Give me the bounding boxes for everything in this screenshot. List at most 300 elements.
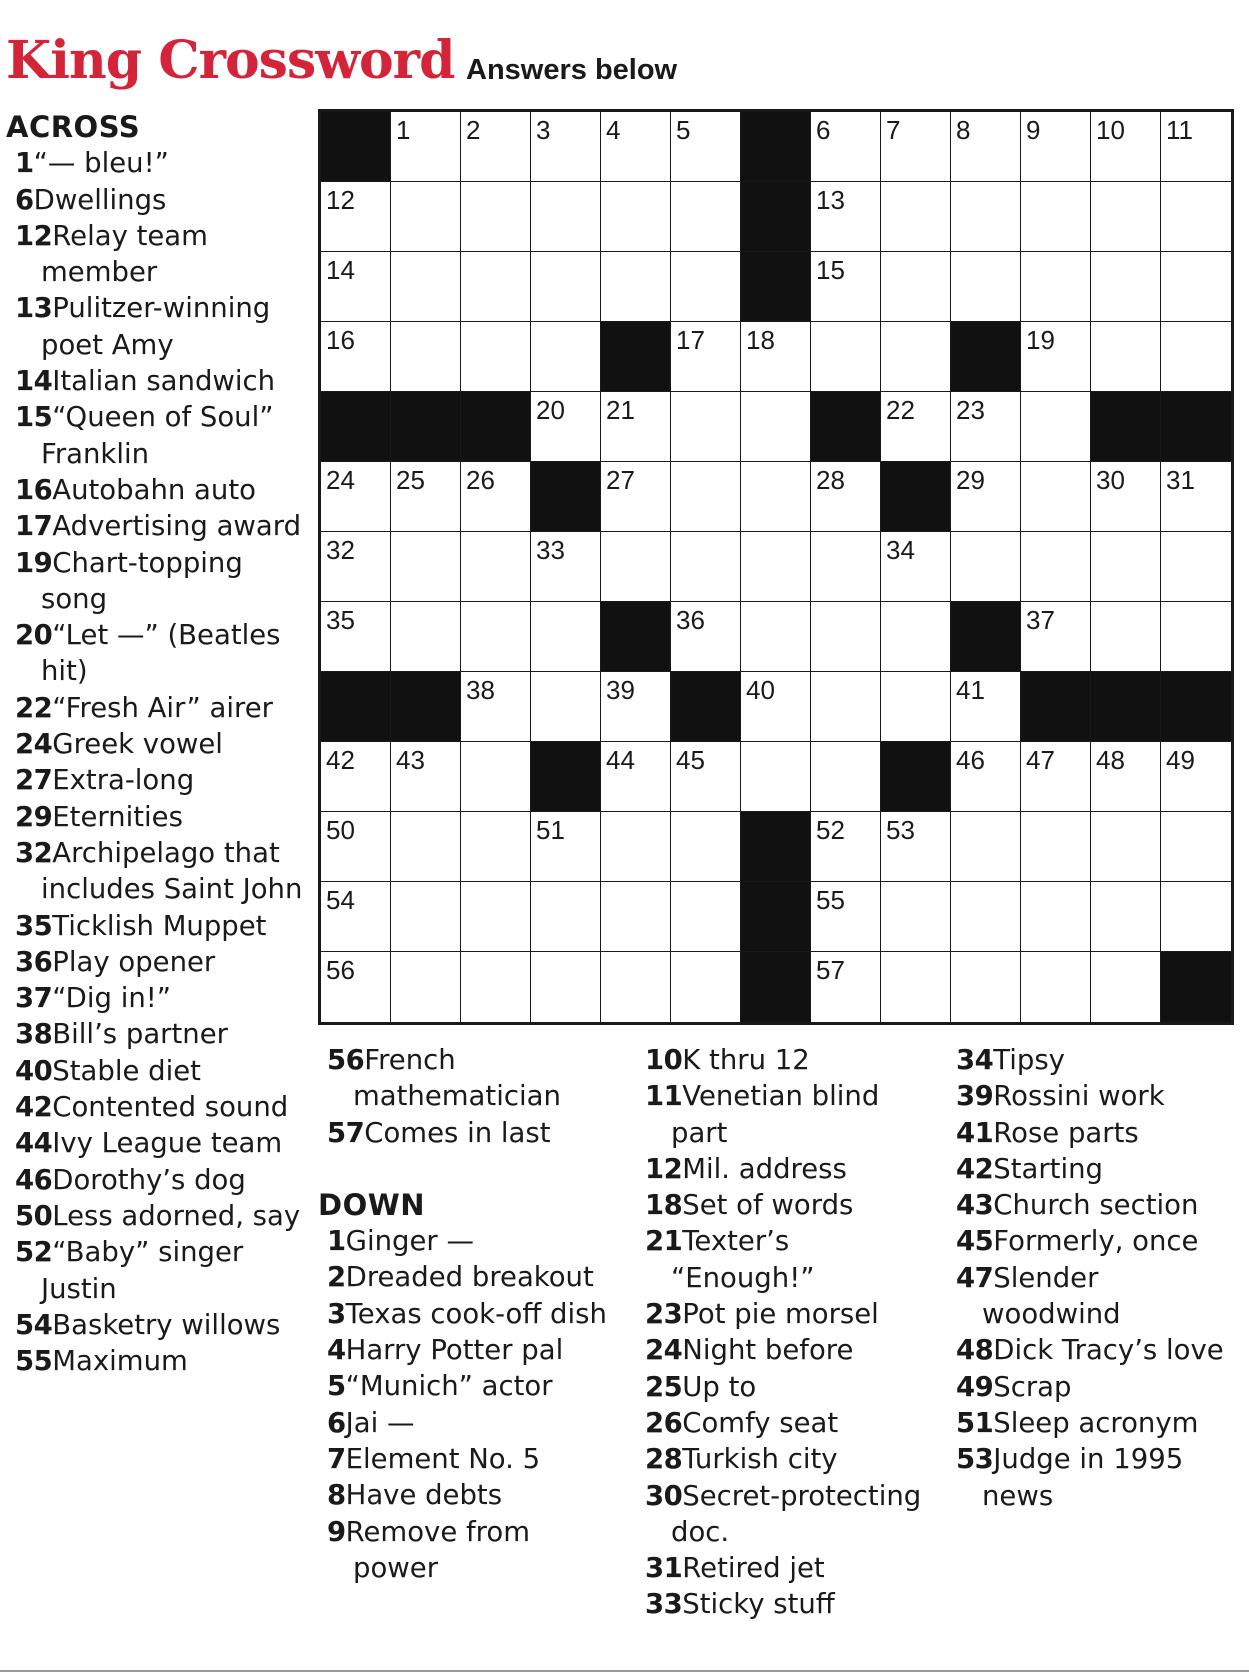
- grid-number: 50: [326, 815, 355, 845]
- clue-item: [6, 1089, 306, 1125]
- grid-number: 42: [326, 745, 355, 775]
- grid-number: 16: [326, 325, 355, 355]
- grid-square[interactable]: [1161, 532, 1231, 602]
- grid-square[interactable]: [1091, 182, 1161, 252]
- grid-square[interactable]: [391, 742, 461, 812]
- grid-square[interactable]: [1021, 532, 1091, 602]
- clue-text: “Dig in!”: [52, 982, 172, 1015]
- grid-square[interactable]: [951, 182, 1021, 252]
- clue-text: Secret-protecting doc.: [671, 1479, 922, 1548]
- grid-square[interactable]: [1091, 252, 1161, 322]
- grid-square[interactable]: [1161, 322, 1231, 392]
- grid-square[interactable]: [321, 462, 391, 532]
- grid-square[interactable]: [1091, 602, 1161, 672]
- clue-text: “Fresh Air” airer: [52, 691, 273, 724]
- clue-number: 12: [645, 1152, 683, 1185]
- grid-square[interactable]: [461, 112, 531, 182]
- clue-number: 55: [15, 1345, 53, 1378]
- clue-item: [636, 1332, 926, 1368]
- grid-square[interactable]: [321, 602, 391, 672]
- clue-item: [6, 1343, 306, 1379]
- grid-square[interactable]: [671, 112, 741, 182]
- grid-square[interactable]: [531, 672, 601, 742]
- grid-square[interactable]: [811, 952, 881, 1022]
- grid-square[interactable]: [601, 882, 671, 952]
- grid-square[interactable]: [671, 952, 741, 1022]
- grid-square[interactable]: [1091, 812, 1161, 882]
- clue-text: Up to: [682, 1370, 757, 1403]
- grid-number: 54: [326, 885, 355, 915]
- grid-square[interactable]: [671, 812, 741, 882]
- grid-square[interactable]: [741, 462, 811, 532]
- grid-square[interactable]: [321, 812, 391, 882]
- grid-square[interactable]: [951, 252, 1021, 322]
- grid-number: 43: [396, 745, 425, 775]
- clue-item: [6, 508, 306, 544]
- clue-number: 48: [956, 1334, 994, 1367]
- clue-text: Mil. address: [682, 1152, 847, 1185]
- grid-number: 34: [886, 535, 915, 565]
- grid-square[interactable]: [461, 462, 531, 532]
- grid-square[interactable]: [321, 182, 391, 252]
- grid-square[interactable]: [1091, 952, 1161, 1022]
- grid-number: 27: [606, 465, 635, 495]
- clue-number: 9: [327, 1515, 346, 1548]
- clue-item: [6, 1307, 306, 1343]
- clue-number: 50: [15, 1199, 53, 1232]
- grid-number: 23: [956, 395, 985, 425]
- grid-square[interactable]: [881, 602, 951, 672]
- grid-square[interactable]: [1021, 182, 1091, 252]
- grid-square[interactable]: [1021, 322, 1091, 392]
- grid-square[interactable]: [811, 812, 881, 882]
- grid-number: 30: [1096, 465, 1125, 495]
- clue-text: Sleep acronym: [993, 1406, 1199, 1439]
- clue-number: 51: [956, 1406, 994, 1439]
- clue-text: Texas cook-off dish: [345, 1297, 607, 1330]
- clue-text: Greek vowel: [52, 728, 223, 761]
- grid-square[interactable]: [671, 602, 741, 672]
- grid-square[interactable]: [321, 742, 391, 812]
- grid-square[interactable]: [951, 672, 1021, 742]
- grid-block: [391, 392, 461, 462]
- clue-item: [947, 1115, 1227, 1151]
- grid-square[interactable]: [321, 952, 391, 1022]
- grid-block: [1161, 952, 1231, 1022]
- grid-square[interactable]: [671, 882, 741, 952]
- clue-number: 41: [956, 1116, 994, 1149]
- grid-square[interactable]: [811, 742, 881, 812]
- clue-text: Relay team member: [41, 219, 208, 289]
- grid-square[interactable]: [811, 672, 881, 742]
- grid-square[interactable]: [1091, 322, 1161, 392]
- clue-text: Pot pie morsel: [682, 1298, 879, 1331]
- grid-square[interactable]: [1021, 882, 1091, 952]
- clue-text: Less adorned, say: [52, 1199, 301, 1232]
- grid-square[interactable]: [601, 112, 671, 182]
- grid-block: [1091, 672, 1161, 742]
- grid-square[interactable]: [391, 952, 461, 1022]
- clue-number: 29: [15, 800, 53, 833]
- clue-item: [636, 1478, 926, 1551]
- grid-number: 22: [886, 395, 915, 425]
- grid-square[interactable]: [811, 252, 881, 322]
- grid-number: 15: [816, 255, 845, 285]
- clue-text: Retired jet: [682, 1552, 825, 1585]
- grid-square[interactable]: [1021, 742, 1091, 812]
- grid-square[interactable]: [1021, 812, 1091, 882]
- clue-text: Remove from power: [345, 1515, 530, 1584]
- clue-number: 2: [327, 1261, 346, 1294]
- clue-item: [636, 1369, 926, 1405]
- grid-square[interactable]: [881, 532, 951, 602]
- clue-text: “Munich” actor: [345, 1370, 553, 1403]
- clue-text: K thru 12: [682, 1044, 810, 1076]
- clue-item: [6, 1234, 306, 1307]
- clue-item: [947, 1260, 1227, 1333]
- grid-square[interactable]: [671, 532, 741, 602]
- clue-text: Eternities: [52, 800, 183, 833]
- clue-item: [947, 1078, 1227, 1114]
- grid-square[interactable]: [391, 602, 461, 672]
- grid-square[interactable]: [461, 812, 531, 882]
- grid-square[interactable]: [461, 252, 531, 322]
- clue-number: 15: [15, 401, 53, 434]
- clue-item: [6, 835, 306, 908]
- grid-square[interactable]: [461, 742, 531, 812]
- grid-square[interactable]: [391, 532, 461, 602]
- clue-item: [947, 1223, 1227, 1259]
- grid-number: 46: [956, 745, 985, 775]
- clue-item: [6, 218, 306, 291]
- grid-square[interactable]: [881, 182, 951, 252]
- grid-square[interactable]: [1091, 112, 1161, 182]
- grid-square[interactable]: [1021, 602, 1091, 672]
- clue-number: 47: [956, 1261, 994, 1294]
- grid-square[interactable]: [601, 672, 671, 742]
- grid-number: 14: [326, 255, 355, 285]
- grid-number: 45: [676, 745, 705, 775]
- grid-square[interactable]: [1161, 882, 1231, 952]
- clue-item: [6, 182, 306, 218]
- grid-block: [671, 672, 741, 742]
- grid-square[interactable]: [881, 252, 951, 322]
- grid-number: 25: [396, 465, 425, 495]
- grid-square[interactable]: [461, 952, 531, 1022]
- clue-number: 23: [645, 1298, 683, 1331]
- grid-square[interactable]: [741, 602, 811, 672]
- clue-number: 44: [15, 1127, 53, 1160]
- grid-block: [321, 112, 391, 182]
- clue-item: [947, 1369, 1227, 1405]
- grid-square[interactable]: [881, 812, 951, 882]
- clue-text: Comes in last: [364, 1116, 551, 1149]
- grid-square[interactable]: [881, 322, 951, 392]
- grid-square[interactable]: [321, 532, 391, 602]
- grid-square[interactable]: [951, 112, 1021, 182]
- grid-number: 40: [746, 675, 775, 705]
- clue-text: Church section: [993, 1189, 1199, 1222]
- clue-number: 25: [645, 1370, 683, 1403]
- grid-number: 39: [606, 675, 635, 705]
- grid-square[interactable]: [531, 252, 601, 322]
- clues-column-2: [318, 1042, 618, 1586]
- grid-square[interactable]: [1161, 812, 1231, 882]
- grid-square[interactable]: [321, 322, 391, 392]
- clue-text: Ticklish Muppet: [52, 909, 267, 942]
- grid-square[interactable]: [601, 532, 671, 602]
- grid-square[interactable]: [951, 392, 1021, 462]
- grid-square[interactable]: [1091, 532, 1161, 602]
- clue-item: [6, 799, 306, 835]
- clue-item: [318, 1332, 618, 1368]
- grid-square[interactable]: [951, 532, 1021, 602]
- clue-number: 28: [645, 1443, 683, 1476]
- grid-number: 55: [816, 885, 845, 915]
- clue-text: Have debts: [345, 1479, 503, 1512]
- grid-square[interactable]: [671, 462, 741, 532]
- grid-number: 20: [536, 395, 565, 425]
- clue-item: [318, 1405, 618, 1441]
- grid-block: [881, 462, 951, 532]
- clue-item: [6, 399, 306, 472]
- clue-item: [947, 1187, 1227, 1223]
- grid-block: [321, 392, 391, 462]
- grid-square[interactable]: [671, 392, 741, 462]
- grid-square[interactable]: [881, 952, 951, 1022]
- grid-square[interactable]: [1021, 392, 1091, 462]
- clue-number: 1: [15, 147, 34, 180]
- clue-number: 46: [15, 1163, 53, 1196]
- grid-square[interactable]: [461, 532, 531, 602]
- grid-square[interactable]: [601, 952, 671, 1022]
- grid-block: [461, 392, 531, 462]
- grid-square[interactable]: [811, 462, 881, 532]
- grid-square[interactable]: [811, 532, 881, 602]
- grid-block: [1091, 392, 1161, 462]
- grid-square[interactable]: [811, 112, 881, 182]
- grid-square[interactable]: [1161, 112, 1231, 182]
- clue-number: 10: [645, 1044, 683, 1076]
- grid-square[interactable]: [531, 182, 601, 252]
- grid-square[interactable]: [1161, 182, 1231, 252]
- down-clues-column-4: [947, 1042, 1227, 1514]
- grid-square[interactable]: [461, 602, 531, 672]
- grid-square[interactable]: [391, 252, 461, 322]
- grid-square[interactable]: [601, 252, 671, 322]
- grid-square[interactable]: [951, 462, 1021, 532]
- clue-item: [318, 1368, 618, 1404]
- grid-square[interactable]: [1091, 462, 1161, 532]
- grid-square[interactable]: [671, 182, 741, 252]
- clue-text: Scrap: [993, 1370, 1072, 1403]
- grid-number: 3: [536, 115, 551, 145]
- grid-square[interactable]: [1161, 602, 1231, 672]
- clue-text: Comfy seat: [682, 1406, 839, 1439]
- grid-number: 29: [956, 465, 985, 495]
- clue-text: Play opener: [52, 945, 216, 978]
- grid-number: 2: [466, 115, 481, 145]
- clue-text: Turkish city: [682, 1443, 838, 1476]
- clue-number: 17: [15, 510, 53, 543]
- grid-block: [811, 392, 881, 462]
- grid-block: [881, 742, 951, 812]
- grid-square[interactable]: [671, 322, 741, 392]
- grid-square[interactable]: [391, 322, 461, 392]
- clue-number: 22: [15, 691, 53, 724]
- grid-square[interactable]: [1161, 462, 1231, 532]
- clue-number: 57: [327, 1116, 365, 1149]
- grid-number: 48: [1096, 745, 1125, 775]
- clue-number: 49: [956, 1370, 994, 1403]
- clue-item: [636, 1296, 926, 1332]
- clue-text: Dreaded breakout: [345, 1261, 594, 1294]
- clue-item: [636, 1405, 926, 1441]
- grid-square[interactable]: [881, 112, 951, 182]
- grid-number: 21: [606, 395, 635, 425]
- grid-square[interactable]: [531, 602, 601, 672]
- clue-number: 54: [15, 1308, 53, 1341]
- grid-number: 24: [326, 465, 355, 495]
- grid-square[interactable]: [811, 322, 881, 392]
- clue-text: Maximum: [52, 1345, 188, 1378]
- grid-square[interactable]: [1161, 742, 1231, 812]
- clue-item: [947, 1332, 1227, 1368]
- grid-square[interactable]: [1021, 112, 1091, 182]
- clue-item: [6, 762, 306, 798]
- clue-number: 27: [15, 764, 53, 797]
- clue-text: Rose parts: [993, 1116, 1139, 1149]
- grid-number: 28: [816, 465, 845, 495]
- grid-square[interactable]: [1091, 742, 1161, 812]
- grid-square[interactable]: [531, 812, 601, 882]
- grid-square[interactable]: [601, 462, 671, 532]
- grid-square[interactable]: [741, 532, 811, 602]
- clue-text: Jai —: [345, 1406, 415, 1439]
- grid-square[interactable]: [1091, 882, 1161, 952]
- grid-block: [601, 602, 671, 672]
- grid-square[interactable]: [321, 882, 391, 952]
- clue-number: 12: [15, 219, 53, 252]
- clue-item: [636, 1223, 926, 1296]
- clue-item: [6, 363, 306, 399]
- clue-text: French mathematician: [353, 1044, 561, 1113]
- grid-square[interactable]: [601, 812, 671, 882]
- grid-square[interactable]: [881, 882, 951, 952]
- clue-number: 8: [327, 1479, 346, 1512]
- grid-square[interactable]: [391, 882, 461, 952]
- clue-text: Starting: [993, 1152, 1103, 1185]
- grid-square[interactable]: [601, 182, 671, 252]
- clue-number: 45: [956, 1225, 994, 1258]
- down-heading: DOWN: [318, 1187, 425, 1222]
- grid-number: 5: [676, 115, 691, 145]
- grid-number: 57: [816, 955, 845, 985]
- clue-text: Ginger —: [345, 1225, 474, 1258]
- clue-text: “Queen of Soul” Franklin: [41, 401, 274, 470]
- grid-square[interactable]: [461, 182, 531, 252]
- grid-square[interactable]: [951, 742, 1021, 812]
- grid-square[interactable]: [1161, 252, 1231, 322]
- grid-number: 4: [606, 115, 621, 145]
- grid-square[interactable]: [951, 812, 1021, 882]
- grid-square[interactable]: [951, 952, 1021, 1022]
- grid-square[interactable]: [321, 252, 391, 322]
- grid-square[interactable]: [811, 602, 881, 672]
- clue-item: [947, 1042, 1227, 1078]
- grid-block: [1021, 672, 1091, 742]
- grid-square[interactable]: [391, 112, 461, 182]
- clue-item: [6, 145, 306, 181]
- grid-block: [741, 112, 811, 182]
- grid-number: 56: [326, 955, 355, 985]
- grid-number: 38: [466, 675, 495, 705]
- grid-square[interactable]: [531, 322, 601, 392]
- grid-square[interactable]: [601, 392, 671, 462]
- clue-number: 26: [645, 1406, 683, 1439]
- grid-block: [951, 322, 1021, 392]
- clue-text: Italian sandwich: [52, 365, 276, 398]
- grid-square[interactable]: [601, 742, 671, 812]
- clue-item: [6, 290, 306, 363]
- clue-item: [6, 1053, 306, 1089]
- clue-text: Slender woodwind: [982, 1261, 1121, 1331]
- grid-square[interactable]: [531, 532, 601, 602]
- grid-square[interactable]: [531, 882, 601, 952]
- grid-block: [741, 952, 811, 1022]
- grid-square[interactable]: [391, 812, 461, 882]
- answers-below-note: Answers below: [466, 54, 678, 86]
- clue-item: [6, 472, 306, 508]
- clue-number: 14: [15, 365, 53, 398]
- grid-block: [741, 812, 811, 882]
- grid-square[interactable]: [531, 952, 601, 1022]
- grid-square[interactable]: [461, 882, 531, 952]
- grid-square[interactable]: [1021, 952, 1091, 1022]
- clue-text: Archipelago that includes Saint John: [41, 836, 303, 906]
- clue-text: “Let —” (Beatles hit): [41, 619, 281, 688]
- clue-number: 13: [15, 292, 53, 325]
- grid-number: 17: [676, 325, 705, 355]
- clue-number: 52: [15, 1236, 53, 1269]
- grid-square[interactable]: [1021, 462, 1091, 532]
- grid-square[interactable]: [741, 742, 811, 812]
- grid-square[interactable]: [811, 882, 881, 952]
- grid-square[interactable]: [391, 462, 461, 532]
- clue-number: 42: [15, 1091, 53, 1124]
- clue-item: [6, 908, 306, 944]
- clue-text: Judge in 1995 news: [982, 1443, 1184, 1512]
- grid-square[interactable]: [531, 112, 601, 182]
- grid-square[interactable]: [531, 392, 601, 462]
- grid-block: [531, 462, 601, 532]
- grid-square[interactable]: [881, 392, 951, 462]
- grid-square[interactable]: [671, 252, 741, 322]
- grid-square[interactable]: [951, 882, 1021, 952]
- grid-square[interactable]: [811, 182, 881, 252]
- grid-square[interactable]: [671, 742, 741, 812]
- grid-square[interactable]: [461, 322, 531, 392]
- grid-square[interactable]: [741, 392, 811, 462]
- grid-square[interactable]: [881, 672, 951, 742]
- grid-square[interactable]: [461, 672, 531, 742]
- clue-text: Autobahn auto: [52, 473, 256, 506]
- grid-square[interactable]: [1021, 252, 1091, 322]
- clue-item: [636, 1151, 926, 1187]
- grid-square[interactable]: [391, 182, 461, 252]
- grid-square[interactable]: [741, 672, 811, 742]
- grid-square[interactable]: [741, 322, 811, 392]
